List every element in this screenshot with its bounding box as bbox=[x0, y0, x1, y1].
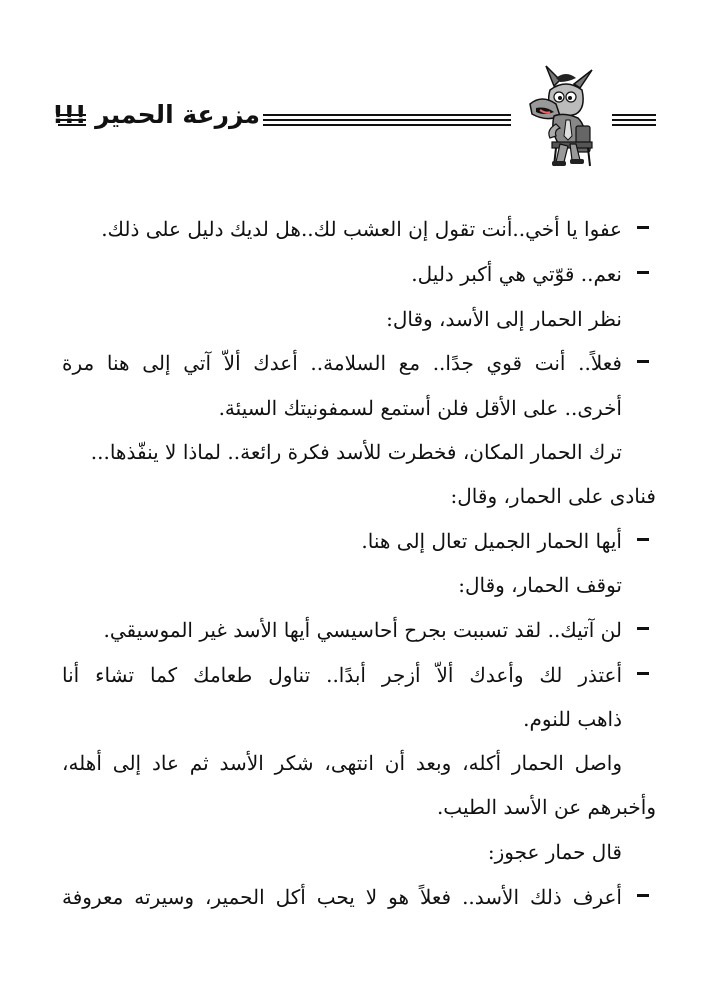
header-rule-middle bbox=[263, 114, 511, 128]
text-line: ذاهب للنوم. bbox=[523, 707, 622, 731]
donkey-cartoon-icon bbox=[516, 64, 608, 168]
text-line: أخرى.. على الأقل فلن أستمع لسمفونيتك السيئة. bbox=[218, 396, 622, 420]
chapter-title: مزرعة الحمير !!! bbox=[52, 100, 260, 129]
text-line: أعرف ذلك الأسد.. فعلاً هو لا يحب أكل الحمير، وسيرته معروفة bbox=[62, 885, 622, 909]
text-line: عفوا يا أخي..أنت تقول إن العشب لك..هل لديك دليل على ذلك. bbox=[101, 217, 622, 241]
dialogue-dash bbox=[637, 226, 649, 229]
text-line: واصل الحمار أكله، وبعد أن انتهى، شكر الأسد ثم عاد إلى أهله، bbox=[62, 751, 622, 775]
text-line: أعتذر لك وأعدك ألاّ أزجر أبدًا.. تناول طعامك كما تشاء أنا bbox=[62, 663, 622, 687]
header-rule-right bbox=[612, 114, 656, 128]
text-line: ترك الحمار المكان، فخطرت للأسد فكرة رائعة.. لماذا لا ينفّذها... bbox=[90, 440, 622, 464]
text-line: نظر الحمار إلى الأسد، وقال: bbox=[386, 307, 622, 331]
dialogue-dash bbox=[637, 627, 649, 630]
text-line: فنادى على الحمار، وقال: bbox=[450, 484, 656, 508]
dialogue-dash bbox=[637, 271, 649, 274]
text-line: وأخبرهم عن الأسد الطيب. bbox=[436, 795, 656, 819]
text-line: أيها الحمار الجميل تعال إلى هنا. bbox=[361, 529, 622, 553]
text-line: توقف الحمار، وقال: bbox=[458, 573, 622, 597]
text-line: نعم.. قوّتي هي أكبر دليل. bbox=[411, 262, 622, 286]
dialogue-dash bbox=[637, 360, 649, 363]
dialogue-dash bbox=[637, 894, 649, 897]
dialogue-dash bbox=[637, 672, 649, 675]
text-line: قال حمار عجوز: bbox=[487, 840, 622, 864]
dialogue-dash bbox=[637, 538, 649, 541]
text-line: فعلاً.. أنت قوي جدًا.. مع السلامة.. أعدك ألاّ آتي إلى هنا مرة bbox=[62, 351, 622, 375]
text-line: لن آتيك.. لقد تسببت بجرح أحاسيسي أيها الأسد غير الموسيقي. bbox=[103, 618, 622, 642]
page-header bbox=[0, 78, 720, 170]
